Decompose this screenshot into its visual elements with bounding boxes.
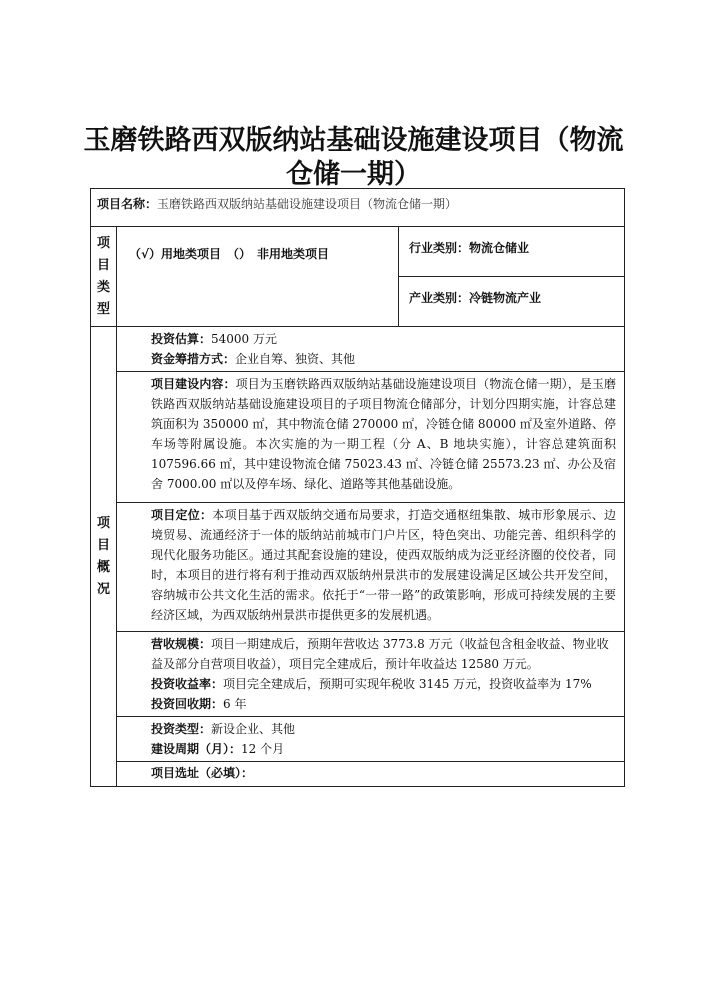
- construction-period-label: 建设周期（月）：: [151, 742, 242, 756]
- overview-side-label: 项 目 概 况: [91, 327, 117, 787]
- investment-value: 54000 万元: [211, 332, 278, 346]
- site-label: 项目选址（必填）：: [151, 766, 254, 780]
- investment-label: 投资估算：: [151, 332, 212, 346]
- construction-content-cell: [117, 372, 625, 503]
- overview-row-basic: [91, 327, 625, 372]
- construction-period-value: 12 个月: [241, 742, 285, 756]
- funding-value: 企业自筹、独资、其他: [235, 352, 356, 366]
- sector-cell: [399, 277, 625, 327]
- investment-type-value: 新设企业、其他: [211, 722, 296, 736]
- revenue-label: 营收规模：: [151, 637, 212, 651]
- overview-row-type: [91, 717, 625, 762]
- project-table: [90, 188, 625, 787]
- construction-content-text: 项目为玉磨铁路西双版纳站基础设施建设项目（物流仓储一期），是玉磨铁路西双版纳站基础设施建设项目的子项目物流仓储部分，计划分四期实施，计容总建筑面积为 350000 ㎡，其中物流仓储 270000 ㎡，冷链仓储 80000 ㎡及室外道路、停车场等附属设施。本次实施的为一期工程（分 A、B 地块实施），计容总建筑面积 107596.66 ㎡，其中建设物流仓储 75023.43 ㎡、冷链仓储 25573.23 ㎡、办公及宿舍 7000.00 ㎡以及停车场、绿化、道路等其他基础设施。: [151, 377, 616, 491]
- positioning-cell: [117, 503, 625, 632]
- sector-label: 产业类别：: [409, 291, 470, 305]
- investment-type-cell: [117, 717, 625, 762]
- land-type-cell: [117, 227, 399, 327]
- overview-row-position: [91, 503, 625, 632]
- payback-label: 投资回收期：: [151, 697, 224, 711]
- overview-row-site: [91, 762, 625, 787]
- industry-label: 行业类别：: [409, 241, 470, 255]
- project-name-label: 项目名称：: [97, 197, 158, 211]
- payback-value: 6 年: [223, 697, 247, 711]
- site-cell: [117, 762, 625, 787]
- overview-row-content: [91, 372, 625, 503]
- investment-cell: [117, 327, 625, 372]
- title-line-1: 玉磨铁路西双版纳站基础设施建设项目（物流: [83, 125, 624, 156]
- revenue-text: 项目一期建成后，预期年营收达 3773.8 万元（收益包含租金收益、物业收益及部分自营项目收益），项目完全建成后，预计年收益达 12580 万元。: [151, 637, 609, 671]
- return-text: 项目完全建成后，预期可实现年税收 3145 万元，投资收益率为 17%: [223, 677, 592, 691]
- industry-cell: [399, 227, 625, 277]
- positioning-label: 项目定位：: [151, 508, 213, 522]
- project-name-value: 玉磨铁路西双版纳站基础设施建设项目（物流仓储一期）: [157, 197, 458, 211]
- revenue-cell: [117, 632, 625, 717]
- document-title: [70, 124, 637, 192]
- land-type-options: （√）用地类项目 （） 非用地类项目: [129, 247, 330, 261]
- project-name-row: [91, 189, 625, 227]
- industry-value: 物流仓储业: [469, 241, 530, 255]
- funding-label: 资金筹措方式：: [151, 352, 236, 366]
- project-type-side-label: 项 目 类 型: [91, 227, 117, 327]
- sector-value: 冷链物流产业: [469, 291, 542, 305]
- project-type-row-1: [91, 227, 625, 277]
- return-label: 投资收益率：: [151, 677, 224, 691]
- overview-row-revenue: [91, 632, 625, 717]
- title-line-2: 仓储一期）: [286, 159, 421, 190]
- investment-type-label: 投资类型：: [151, 722, 212, 736]
- construction-content-label: 项目建设内容：: [151, 377, 236, 391]
- positioning-text: 本项目基于西双版纳交通布局要求，打造交通枢纽集散、城市形象展示、边境贸易、流通经济于一体的版纳站前城市门户片区，特色突出、功能完善、组织科学的现代化服务功能区。通过其配套设施的建设，使西双版纳成为泛亚经济圈的佼佼者，同时，本项目的进行将有利于推动西双版纳州景洪市的发展建设满足区域公共开发空间，容纳城市公共文化生活的需求。依托于“一带一路”的政策影响，形成可持续发展的主要经济区域，为西双版纳州景洪市提供更多的发展机遇。: [151, 508, 616, 622]
